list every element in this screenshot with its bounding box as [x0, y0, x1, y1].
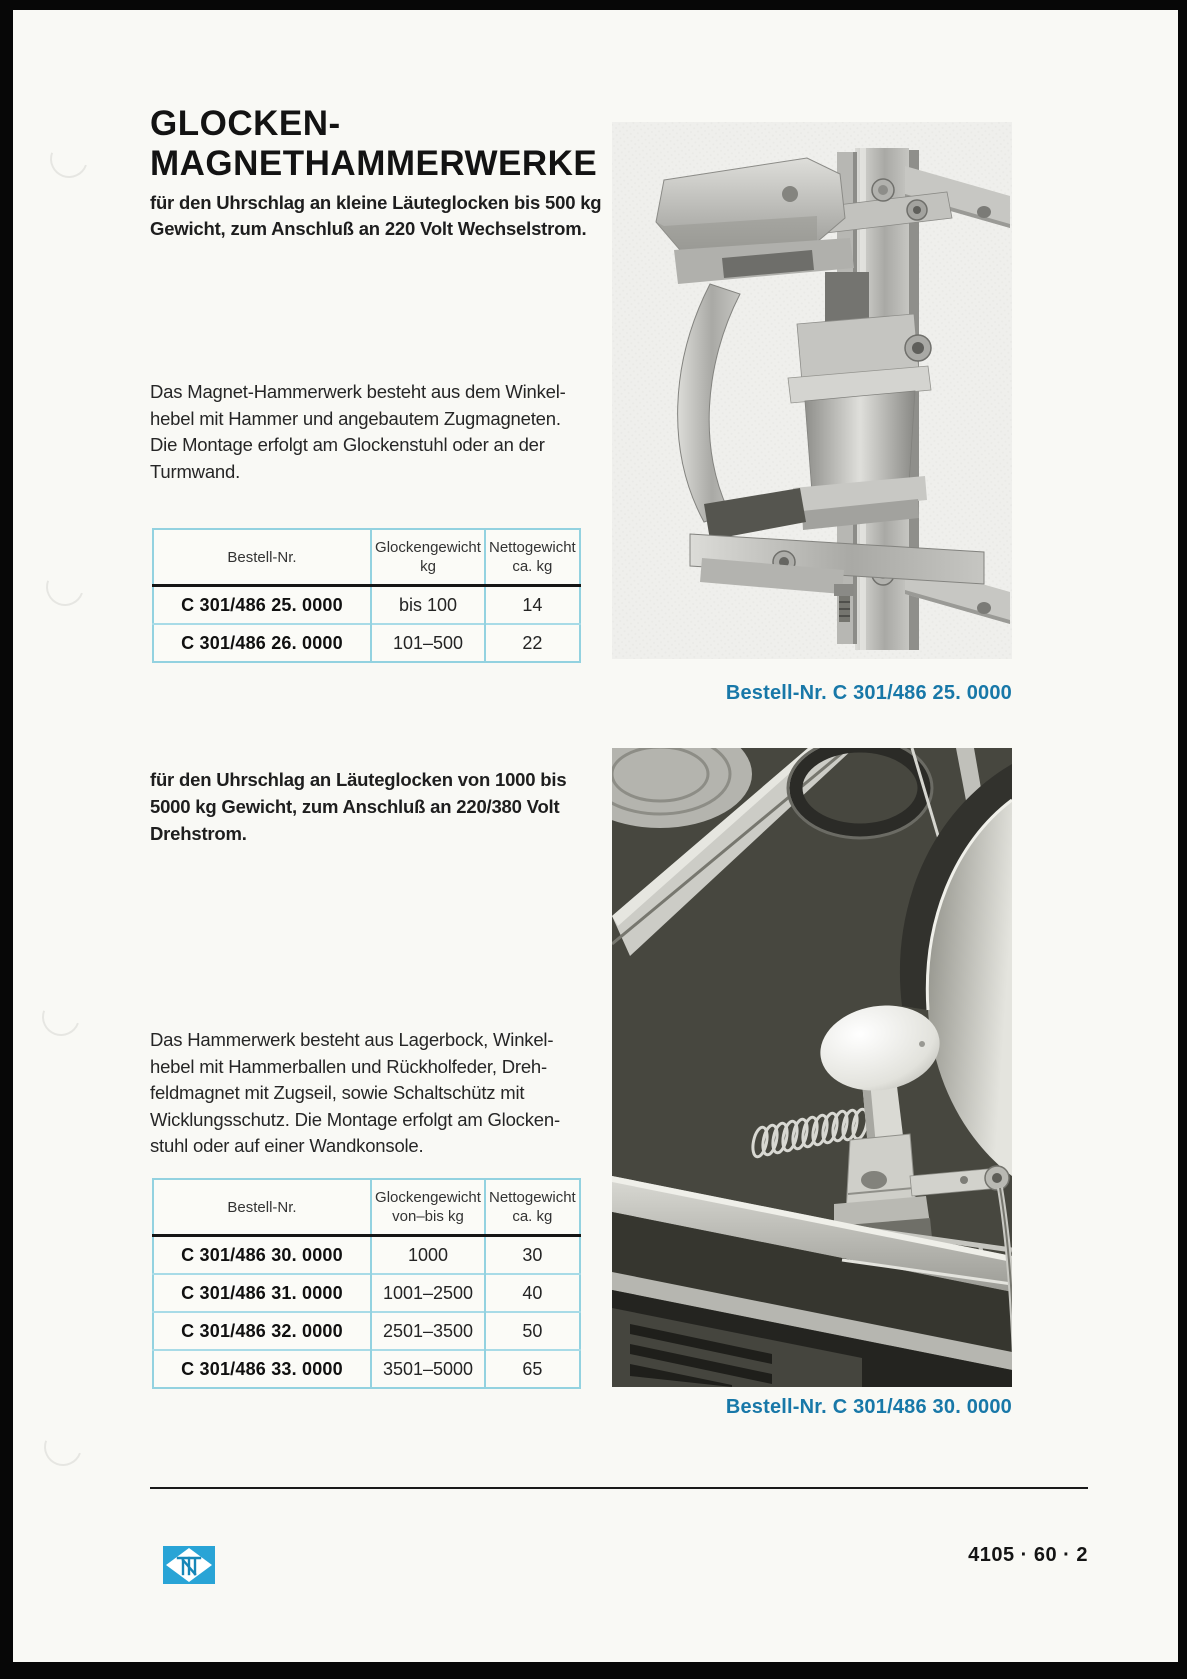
- header-line: Bestell-Nr.: [227, 1198, 297, 1216]
- header-line: Bestell-Nr.: [227, 548, 297, 566]
- header-line: ca. kg: [512, 558, 553, 575]
- cell-bestell-nr: C 301/486 26. 0000: [153, 624, 371, 662]
- text-line: hebel mit Hammerballen und Rückholfeder, Dreh-: [150, 1055, 547, 1077]
- section2-intro: [150, 766, 566, 847]
- cell-bestell-nr: C 301/486 33. 0000: [153, 1350, 371, 1388]
- header-line: Nettogewicht: [489, 1189, 576, 1206]
- table-header-row: [153, 1179, 580, 1236]
- table-row: [153, 1350, 580, 1388]
- cell-nettogewicht: 30: [485, 1236, 580, 1275]
- cell-nettogewicht: 14: [485, 586, 580, 625]
- header-line: Nettogewicht: [489, 539, 576, 556]
- text-line: Turmwand.: [150, 460, 241, 482]
- header-line: Glockengewicht: [375, 1189, 481, 1206]
- text-line: Das Magnet-Hammerwerk besteht aus dem Winkel-: [150, 381, 566, 402]
- col-header-bestell-nr: [153, 529, 371, 586]
- cell-glockengewicht: 2501–3500: [371, 1312, 485, 1350]
- header-line: Glockengewicht: [375, 539, 481, 556]
- table-header-row: [153, 529, 580, 586]
- cell-bestell-nr: C 301/486 32. 0000: [153, 1312, 371, 1350]
- cell-bestell-nr: C 301/486 25. 0000: [153, 586, 371, 625]
- cell-nettogewicht: 65: [485, 1350, 580, 1388]
- cell-glockengewicht: 3501–5000: [371, 1350, 485, 1388]
- photo2-caption: Bestell-Nr. C 301/486 30. 0000: [725, 1396, 1012, 1418]
- cell-glockengewicht: bis 100: [371, 586, 485, 625]
- cell-glockengewicht: 101–500: [371, 624, 485, 662]
- hammerwerk-illustration: [612, 122, 1012, 659]
- cell-nettogewicht: 50: [485, 1312, 580, 1350]
- page-code: 4105 · 60 · 2: [968, 1544, 1088, 1566]
- text-line: stuhl oder auf einer Wandkonsole.: [150, 1135, 424, 1156]
- text-line: Drehstrom.: [150, 823, 247, 844]
- table-row: [153, 586, 580, 625]
- cell-bestell-nr: C 301/486 31. 0000: [153, 1274, 371, 1312]
- text-line: für den Uhrschlag an kleine Läuteglocken bis 500 kg: [150, 192, 602, 213]
- product-photo-small-hammerwerk: [612, 122, 1012, 659]
- title-line: MAGNETHAMMERWERKE: [150, 144, 598, 183]
- bell-tower-illustration: [612, 748, 1012, 1387]
- cell-glockengewicht: 1000: [371, 1236, 485, 1275]
- section1-intro: [150, 190, 601, 242]
- col-header-glockengewicht: [371, 1179, 485, 1236]
- text-line: hebel mit Hammer und angebautem Zugmagneten.: [150, 407, 561, 429]
- col-header-glockengewicht: [371, 529, 485, 586]
- text-line: für den Uhrschlag an Läuteglocken von 1000 bis: [150, 769, 567, 790]
- cell-glockengewicht: 1001–2500: [371, 1274, 485, 1312]
- header-line: kg: [420, 558, 436, 575]
- title-line: GLOCKEN-: [150, 104, 341, 143]
- section1-body: [150, 379, 566, 485]
- table-row: [153, 1274, 580, 1312]
- photo1-caption: Bestell-Nr. C 301/486 25. 0000: [725, 682, 1012, 704]
- cell-nettogewicht: 22: [485, 624, 580, 662]
- tn-company-logo-icon: [163, 1546, 215, 1584]
- text-line: feldmagnet mit Zugseil, sowie Schaltschütz mit: [150, 1082, 525, 1103]
- text-line: Die Montage erfolgt am Glockenstuhl oder an der: [150, 434, 545, 455]
- col-header-nettogewicht: [485, 1179, 580, 1236]
- product-photo-large-hammerwerk: [612, 748, 1012, 1387]
- text-line: Wicklungsschutz. Die Montage erfolgt am Glocken-: [150, 1108, 560, 1130]
- section2-body: [150, 1027, 560, 1160]
- text-line: Gewicht, zum Anschluß an 220 Volt Wechselstrom.: [150, 218, 587, 239]
- page-title: [150, 104, 597, 184]
- header-line: von–bis kg: [392, 1208, 464, 1225]
- spec-table-large-bells: [152, 1178, 581, 1389]
- text-line: 5000 kg Gewicht, zum Anschluß an 220/380 Volt: [150, 796, 560, 817]
- text-line: Das Hammerwerk besteht aus Lagerbock, Winkel-: [150, 1029, 554, 1050]
- table-row: [153, 1236, 580, 1275]
- col-header-bestell-nr: [153, 1179, 371, 1236]
- table-row: [153, 1312, 580, 1350]
- footer-divider: [150, 1487, 1088, 1489]
- cell-nettogewicht: 40: [485, 1274, 580, 1312]
- cell-bestell-nr: C 301/486 30. 0000: [153, 1236, 371, 1275]
- col-header-nettogewicht: [485, 529, 580, 586]
- spec-table-small-bells: [152, 528, 581, 663]
- header-line: ca. kg: [512, 1208, 553, 1225]
- table-row: [153, 624, 580, 662]
